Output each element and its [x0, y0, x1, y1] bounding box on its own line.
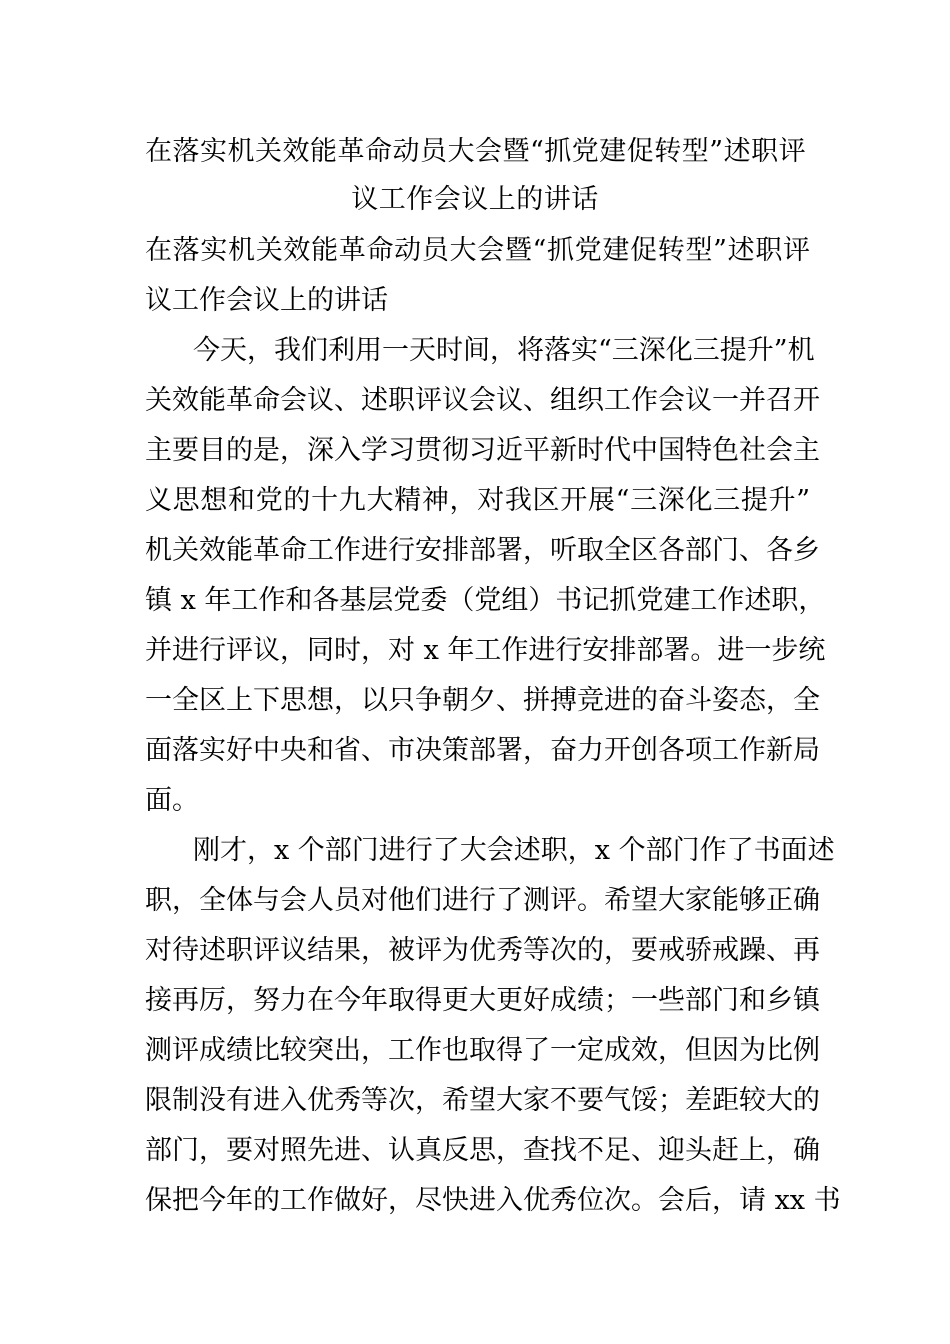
paragraph-2-line: 对待述职评议结果，被评为优秀等次的，要戒骄戒躁、再	[145, 935, 820, 966]
paragraph-1-line: 并进行评议，同时，对 x 年工作进行安排部署。进一步统	[145, 635, 826, 666]
document-title	[145, 128, 805, 224]
paragraph-2	[145, 826, 841, 1226]
paragraph-1	[145, 326, 826, 826]
document-body	[145, 226, 841, 1226]
document-subtitle	[145, 226, 810, 326]
paragraph-2-line: 刚才，x 个部门进行了大会述职，x 个部门作了书面述	[193, 835, 835, 866]
paragraph-2-line: 部门，要对照先进、认真反思，查找不足、迎头赶上，确	[145, 1135, 820, 1166]
paragraph-2-line: 限制没有进入优秀等次，希望大家不要气馁；差距较大的	[145, 1085, 820, 1116]
paragraph-2-line: 测评成绩比较突出，工作也取得了一定成效，但因为比例	[145, 1035, 820, 1066]
title-line-2: 议工作会议上的讲话	[351, 184, 599, 215]
paragraph-1-line: 镇 x 年工作和各基层党委（党组）书记抓党建工作述职，	[145, 585, 826, 616]
paragraph-1-line: 面落实好中央和省、市决策部署，奋力开创各项工作新局	[145, 735, 820, 766]
paragraph-1-line: 关效能革命会议、述职评议会议、组织工作会议一并召开	[145, 385, 820, 416]
paragraph-2-line: 接再厉，努力在今年取得更大更好成绩；一些部门和乡镇	[145, 985, 820, 1016]
paragraph-1-line: 义思想和党的十九大精神，对我区开展“三深化三提升”	[145, 485, 810, 516]
paragraph-1-line: 面。	[145, 785, 199, 816]
title-line-1: 在落实机关效能革命动员大会暨“抓党建促转型”述职评	[145, 136, 807, 167]
paragraph-1-line: 主要目的是，深入学习贯彻习近平新时代中国特色社会主	[145, 435, 820, 466]
paragraph-1-line: 一全区上下思想，以只争朝夕、拼搏竞进的奋斗姿态，全	[145, 685, 820, 716]
subtitle-line-1: 在落实机关效能革命动员大会暨“抓党建促转型”述职评	[145, 235, 810, 266]
paragraph-2-line: 职，全体与会人员对他们进行了测评。希望大家能够正确	[145, 885, 820, 916]
paragraph-2-line: 保把今年的工作做好，尽快进入优秀位次。会后，请 xx 书	[145, 1185, 841, 1216]
paragraph-1-line: 今天，我们利用一天时间，将落实“三深化三提升”机	[193, 335, 815, 366]
paragraph-1-line: 机关效能革命工作进行安排部署，听取全区各部门、各乡	[145, 535, 820, 566]
subtitle-line-2: 议工作会议上的讲话	[145, 285, 388, 316]
